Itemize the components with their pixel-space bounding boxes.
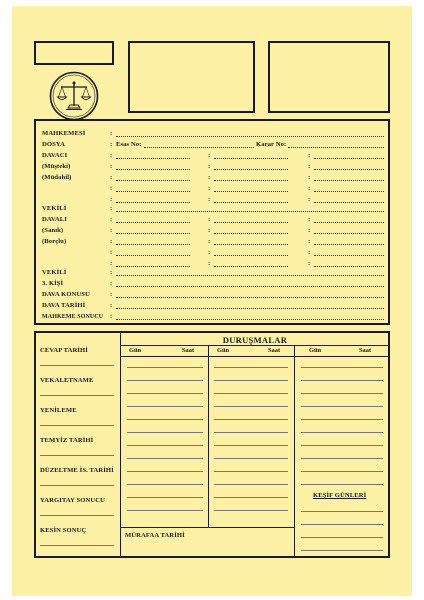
sanik-field-2[interactable] xyxy=(214,233,288,234)
colon: : xyxy=(308,238,311,245)
hearing-line-col-2[interactable] xyxy=(214,393,288,394)
sanik-field-3[interactable] xyxy=(314,233,384,234)
scales-of-justice-icon xyxy=(48,70,100,122)
hearing-line-col-2[interactable] xyxy=(214,510,288,511)
davaci-extra-field-2[interactable] xyxy=(214,191,288,192)
sanik-field-1[interactable] xyxy=(116,233,190,234)
hearing-line-col-2[interactable] xyxy=(214,458,288,459)
hearing-line-col-2[interactable] xyxy=(214,445,288,446)
mahkemesi-field[interactable] xyxy=(116,136,384,137)
hearing-line-col-3[interactable] xyxy=(301,406,383,407)
hearing-line-col-3[interactable] xyxy=(301,367,383,368)
colon: : xyxy=(208,196,211,203)
davali-extra2-field-1[interactable] xyxy=(116,266,190,267)
ucuncu-kisi-field[interactable] xyxy=(116,286,384,287)
davaci-extra2-field-3[interactable] xyxy=(314,202,384,203)
top-middle-box xyxy=(128,41,255,113)
label-murafaa-tarihi: MÜRAFAA TARİHİ xyxy=(125,532,185,539)
colon: : xyxy=(110,302,113,309)
colon: : xyxy=(308,185,311,192)
yargitay-sonucu-line[interactable] xyxy=(40,515,114,516)
label-temyiz-tarihi: TEMYİZ TARİHİ xyxy=(40,437,94,444)
colon: : xyxy=(110,269,113,276)
colon: : xyxy=(308,216,311,223)
case-file-cover xyxy=(12,6,412,596)
label-ucuncu-kisi: 3. KİŞİ xyxy=(42,280,64,287)
hearing-line-col-2[interactable] xyxy=(214,432,288,433)
hearing-line-col-1[interactable] xyxy=(127,393,203,394)
label-dava-konusu: DAVA KONUSU xyxy=(42,291,90,298)
davaci-extra2-field-2[interactable] xyxy=(214,202,288,203)
colon: : xyxy=(208,216,211,223)
colon: : xyxy=(208,185,211,192)
gun-header-3: Gün xyxy=(309,347,322,354)
hearing-line-col-2[interactable] xyxy=(214,406,288,407)
borclu-field-1[interactable] xyxy=(116,244,190,245)
hearings-column-divider-1 xyxy=(208,346,209,527)
davali-extra-field-2[interactable] xyxy=(214,255,288,256)
kesif-line[interactable] xyxy=(301,524,383,525)
colon: : xyxy=(208,238,211,245)
label-duzeltme-tarihi: DÜZELTME İS. TARİHİ xyxy=(40,467,114,474)
karar-no-field[interactable] xyxy=(288,147,384,148)
temyiz-tarihi-line[interactable] xyxy=(40,455,114,456)
label-karar-no: Karar No: xyxy=(256,141,287,148)
label-vekili-2: VEKİLİ xyxy=(42,269,67,276)
hearing-line-col-3[interactable] xyxy=(301,380,383,381)
label-vekaletname: VEKALETNAME xyxy=(40,377,94,384)
hearing-line-col-3[interactable] xyxy=(301,432,383,433)
left-panel-divider xyxy=(120,332,121,557)
colon: : xyxy=(208,174,211,181)
mahkeme-sonucu-field[interactable] xyxy=(116,319,384,320)
hearing-line-col-1[interactable] xyxy=(127,367,203,368)
mudahil-field-1[interactable] xyxy=(116,180,190,181)
colon: : xyxy=(208,163,211,170)
hearing-line-col-2[interactable] xyxy=(214,497,288,498)
colon: : xyxy=(110,163,113,170)
kesif-line[interactable] xyxy=(301,511,383,512)
saat-header-3: Saat xyxy=(359,347,372,354)
label-dosya: DOSYA xyxy=(42,141,65,148)
musteki-field-3[interactable] xyxy=(314,169,384,170)
label-vekili-1: VEKİLİ xyxy=(42,205,67,212)
colon: : xyxy=(308,196,311,203)
hearings-title: DURUŞMALAR xyxy=(222,335,288,345)
colon: : xyxy=(110,260,113,267)
hearing-line-col-1[interactable] xyxy=(127,380,203,381)
vekili-2-field[interactable] xyxy=(116,275,384,276)
musteki-field-2[interactable] xyxy=(214,169,288,170)
hearing-line-col-2[interactable] xyxy=(214,367,288,368)
hearing-line-col-3[interactable] xyxy=(301,458,383,459)
davaci-field-1[interactable] xyxy=(116,158,190,159)
yenileme-line[interactable] xyxy=(40,425,114,426)
kesin-sonuc-line[interactable] xyxy=(40,545,114,546)
kesif-line[interactable] xyxy=(301,537,383,538)
colon: : xyxy=(208,249,211,256)
saat-header-2: Saat xyxy=(268,347,281,354)
musteki-field-1[interactable] xyxy=(116,169,190,170)
colon: : xyxy=(308,163,311,170)
davaci-extra2-field-1[interactable] xyxy=(116,202,190,203)
hearing-line-col-3[interactable] xyxy=(301,393,383,394)
label-borclu: (Borçlu) xyxy=(42,238,67,245)
davaci-extra-field-3[interactable] xyxy=(314,191,384,192)
hearing-line-col-1[interactable] xyxy=(127,458,203,459)
label-musteki: (Müşteki) xyxy=(42,163,71,170)
hearing-line-col-3[interactable] xyxy=(301,471,383,472)
label-sanik: (Sanık) xyxy=(42,227,64,234)
colon: : xyxy=(208,152,211,159)
dava-tarihi-field[interactable] xyxy=(116,308,384,309)
davali-field-3[interactable] xyxy=(314,222,384,223)
top-right-box xyxy=(268,41,390,113)
murafaa-divider xyxy=(121,527,294,528)
colon: : xyxy=(308,174,311,181)
mudahil-field-2[interactable] xyxy=(214,180,288,181)
label-kesin-sonuc: KESİN SONUÇ xyxy=(40,527,87,534)
duzeltme-tarihi-line[interactable] xyxy=(40,485,114,486)
top-left-box xyxy=(34,41,114,65)
davali-extra-field-1[interactable] xyxy=(116,255,190,256)
vekaletname-line[interactable] xyxy=(40,395,114,396)
hearing-line-col-2[interactable] xyxy=(214,380,288,381)
colon: : xyxy=(208,227,211,234)
hearings-header-line xyxy=(121,345,389,346)
kesif-line[interactable] xyxy=(301,550,383,551)
label-cevap-tarihi: CEVAP TARİHİ xyxy=(40,347,88,354)
hearing-line-col-1[interactable] xyxy=(127,510,203,511)
dava-konusu-field[interactable] xyxy=(116,297,384,298)
colon: : xyxy=(208,260,211,267)
hearing-line-col-1[interactable] xyxy=(127,471,203,472)
davaci-field-2[interactable] xyxy=(214,158,288,159)
hearings-column-divider-2 xyxy=(294,346,295,557)
label-mudahil: (Müdahil) xyxy=(42,174,72,181)
hearing-line-col-1[interactable] xyxy=(127,445,203,446)
label-mahkemesi: MAHKEMESİ xyxy=(42,130,86,137)
colon: : xyxy=(110,185,113,192)
hearing-line-col-2[interactable] xyxy=(214,471,288,472)
colon: : xyxy=(308,249,311,256)
davali-field-2[interactable] xyxy=(214,222,288,223)
hearing-line-col-3[interactable] xyxy=(301,484,383,485)
label-yargitay-sonucu: YARGITAY SONUCU xyxy=(40,497,105,504)
colon: : xyxy=(110,152,113,159)
label-kesif-gunleri: KEŞİF GÜNLERİ xyxy=(313,492,367,499)
label-yenileme: YENİLEME xyxy=(40,407,77,414)
davaci-extra-field-1[interactable] xyxy=(116,191,190,192)
colon: : xyxy=(110,130,113,137)
colon: : xyxy=(308,227,311,234)
colon: : xyxy=(308,260,311,267)
label-mahkeme-sonucu: MAHKEME SONUCU xyxy=(42,314,104,320)
mudahil-field-3[interactable] xyxy=(314,180,384,181)
colon: : xyxy=(110,227,113,234)
esas-no-field[interactable] xyxy=(144,147,254,148)
colon: : xyxy=(110,141,113,148)
colon: : xyxy=(110,216,113,223)
saat-header-1: Saat xyxy=(182,347,195,354)
davali-extra2-field-3[interactable] xyxy=(314,266,384,267)
hearing-line-col-3[interactable] xyxy=(301,419,383,420)
gun-header-2: Gün xyxy=(217,347,230,354)
gun-header-1: Gün xyxy=(129,347,142,354)
hearing-line-col-1[interactable] xyxy=(127,419,203,420)
davali-extra-field-3[interactable] xyxy=(314,255,384,256)
vekili-1-field[interactable] xyxy=(116,211,384,212)
davali-extra2-field-2[interactable] xyxy=(214,266,288,267)
colon: : xyxy=(110,313,113,320)
colon: : xyxy=(110,196,113,203)
hearing-line-col-1[interactable] xyxy=(127,484,203,485)
hearings-subheader-line xyxy=(121,356,389,357)
label-esas-no: Esas No: xyxy=(116,141,142,148)
label-davaci: DAVACI xyxy=(42,152,68,159)
hearing-line-col-1[interactable] xyxy=(127,406,203,407)
hearing-line-col-2[interactable] xyxy=(214,419,288,420)
hearing-line-col-1[interactable] xyxy=(127,497,203,498)
label-davali: DAVALI xyxy=(42,216,67,223)
hearing-line-col-1[interactable] xyxy=(127,432,203,433)
hearing-line-col-2[interactable] xyxy=(214,484,288,485)
colon: : xyxy=(110,280,113,287)
davaci-field-3[interactable] xyxy=(314,158,384,159)
colon: : xyxy=(110,291,113,298)
colon: : xyxy=(308,152,311,159)
cevap-tarihi-line[interactable] xyxy=(40,365,114,366)
colon: : xyxy=(110,205,113,212)
borclu-field-3[interactable] xyxy=(314,244,384,245)
borclu-field-2[interactable] xyxy=(214,244,288,245)
colon: : xyxy=(110,238,113,245)
colon: : xyxy=(110,174,113,181)
hearing-line-col-3[interactable] xyxy=(301,445,383,446)
colon: : xyxy=(110,249,113,256)
davali-field-1[interactable] xyxy=(116,222,190,223)
label-dava-tarihi: DAVA TARİHİ xyxy=(42,302,86,309)
